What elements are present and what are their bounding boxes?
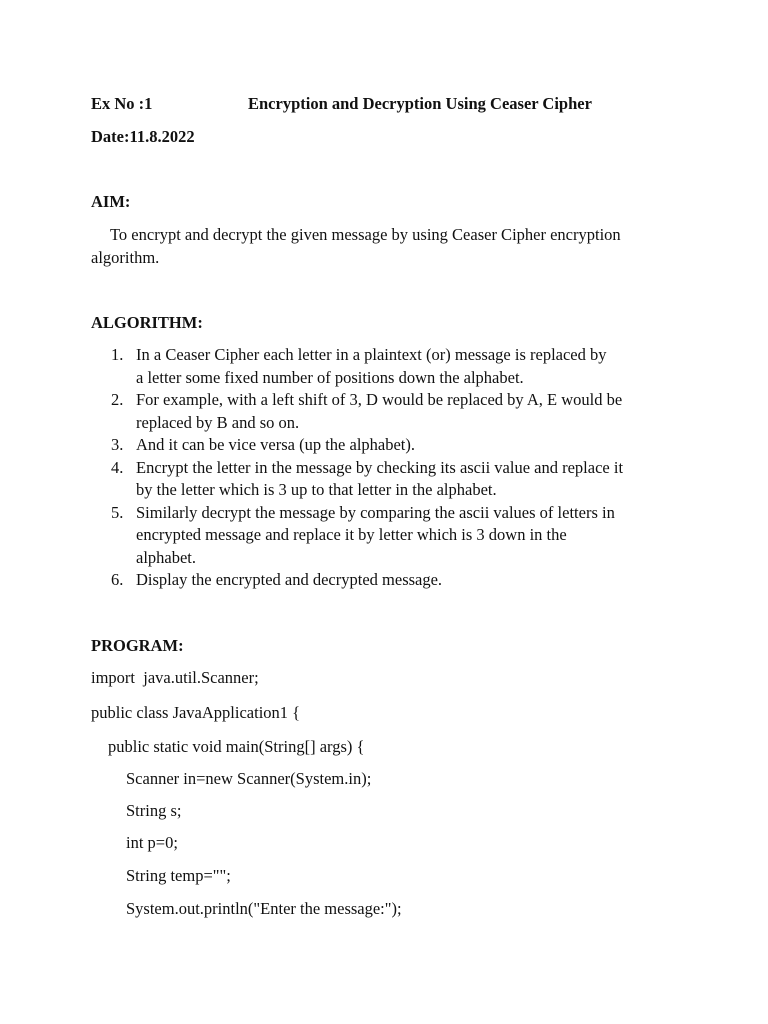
code-line: import java.util.Scanner; (91, 668, 259, 687)
code-line: int p=0; (126, 833, 178, 852)
step-number: 3. (111, 435, 124, 454)
algorithm-list (91, 344, 671, 592)
algorithm-step-1 (91, 344, 671, 389)
code-line: public static void main(String[] args) { (108, 737, 365, 756)
algorithm-step-5 (91, 502, 671, 570)
step-text-line: In a Ceaser Cipher each letter in a plaintext (or) message is replaced by (136, 345, 607, 364)
algorithm-step-6 (91, 569, 671, 592)
step-text-line: alphabet. (136, 547, 197, 567)
step-number: 2. (111, 390, 124, 409)
code-line: String temp=""; (126, 866, 231, 885)
code-line: System.out.println("Enter the message:"); (126, 899, 402, 918)
step-text-line: by the letter which is 3 up to that letter in the alphabet. (136, 480, 497, 499)
step-number: 4. (111, 457, 124, 477)
document-date: Date:11.8.2022 (91, 127, 195, 146)
step-number: 5. (111, 502, 124, 522)
aim-heading: AIM: (91, 192, 131, 211)
step-text-line: replaced by B and so on. (136, 412, 300, 432)
step-text-line: Similarly decrypt the message by comparing the ascii values of letters in (136, 502, 615, 522)
aim-paragraph (91, 224, 671, 269)
step-text-line: Encrypt the letter in the message by checking its ascii value and replace it (136, 457, 624, 477)
aim-line: algorithm. (91, 247, 160, 267)
step-number: 6. (111, 570, 124, 589)
code-line: String s; (126, 801, 182, 820)
algorithm-heading: ALGORITHM: (91, 313, 203, 332)
algorithm-step-4 (91, 457, 671, 502)
aim-line: To encrypt and decrypt the given message by using Ceaser Cipher encryption (110, 225, 621, 244)
step-text-line: Display the encrypted and decrypted message. (136, 570, 443, 589)
step-text-line: encrypted message and replace it by letter which is 3 down in the (136, 525, 567, 544)
step-text-line: For example, with a left shift of 3, D would be replaced by A, E would be (136, 390, 623, 409)
exercise-number: Ex No :1 (91, 94, 153, 113)
step-number: 1. (111, 345, 124, 364)
step-text-line: And it can be vice versa (up the alphabet). (136, 435, 416, 454)
algorithm-step-3 (91, 434, 671, 457)
document-title: Encryption and Decryption Using Ceaser Cipher (248, 94, 592, 113)
code-line: public class JavaApplication1 { (91, 703, 301, 722)
code-line: Scanner in=new Scanner(System.in); (126, 769, 372, 788)
step-text-line: a letter some fixed number of positions down the alphabet. (136, 367, 524, 387)
program-heading: PROGRAM: (91, 636, 184, 655)
algorithm-step-2 (91, 389, 671, 434)
